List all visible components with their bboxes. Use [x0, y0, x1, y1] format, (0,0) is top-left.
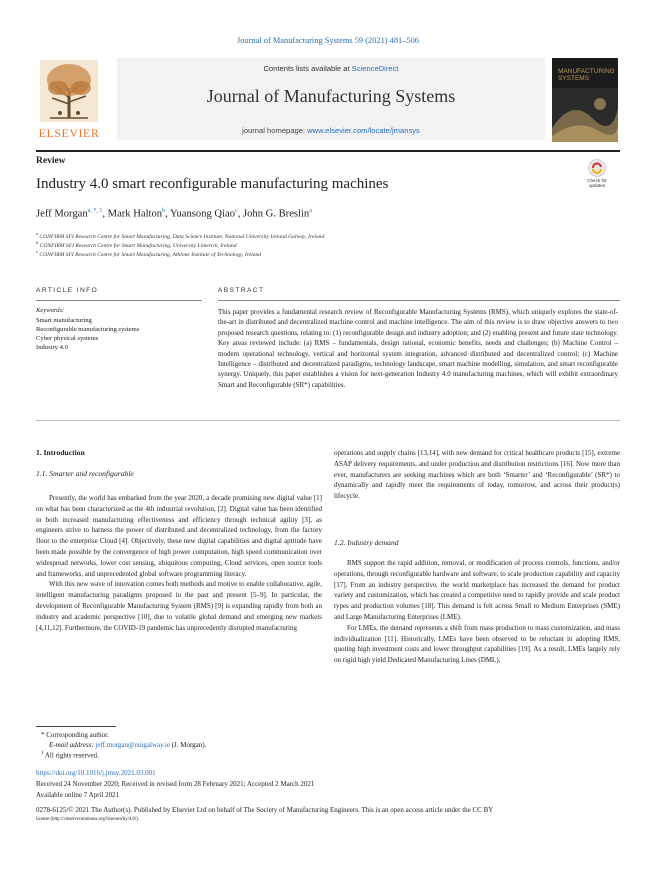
- affiliation: [36, 231, 324, 240]
- journal-name: Journal of Manufacturing Systems: [206, 86, 456, 106]
- check-updates-label: [582, 178, 612, 188]
- author-separator: ,: [237, 208, 243, 220]
- rights-marker: 1: [41, 751, 44, 756]
- keyword: Reconfigurable manufacturing systems: [36, 326, 140, 333]
- affiliation-key: c: [36, 249, 38, 254]
- keyword: Industry 4.0: [36, 344, 68, 351]
- keywords-label: Keywords:: [36, 307, 65, 314]
- article-title: Industry 4.0 smart reconfigurable manufacturing machines: [36, 176, 389, 192]
- paragraph: With this new wave of innovation comes both methods and motive to enable collaborative, agile, intelligent manufacturing paradigms proposed in the past and present [5–9]. In particular, the development of Reconfigurable Manufacturing System (RMS) [9] is expanding rapidly from both an industry and academic perspective [10], due to volatile global demand and emerging new markets [4,11,12]. Furthermore, the COVID-19 pandemic has unprecedently disrupted manufacturing: [36, 580, 322, 632]
- paragraph: operations and supply chains [13,14], with new demand for critical healthcare products [15], extreme ASAP delivery requirements, and under production and distribution restrictions [16]. Now more than ever, manufacturers are seeking machines which are both ‘Smarter’ and ‘Reconfigurable’ (SR*) to dynamically and rapidly meet the requirements of today, tomorrow, and across their product(s) lifecycle.: [334, 449, 620, 501]
- paragraph: RMS support the rapid addition, removal, or modification of process controls, functions, and/or operations, through reconfigurable hardware and software, to scale production capability and capacity [17]. From an industry perspective, the world marketplace has increased the demand for product variety and customization, which has created a competitive need to rapidly provide and scale product types and production volumes [18]. This demand is felt across Small to Medium Enterprises (SME) and Large Manufacturing Enterprises (LME).: [334, 559, 620, 621]
- cover-title-line1: MANUFACTURING: [558, 68, 615, 75]
- article-info-rule: [36, 300, 202, 301]
- received-history: Received 24 November 2020; Received in revised form 28 February 2021; Accepted 2 March 2021: [36, 780, 315, 788]
- email-suffix: (J. Morgan).: [171, 741, 207, 749]
- abstract-text: This paper provides a fundamental research review of Reconfigurable Manufacturing Systems (RMS), which uniquely explores the state-of-the-art in distributed and decentralized machine control and machine intelligence. The aim of this review is to draw objective answers to two proposed research questions, relating to: (1) reconfigurable design and industry adoption; and (2) enabling present and future state technology. Key areas reviewed include: (a) RMS – fundamentals, design rational, economic benefits, needs and challenges; (b) Machine Control – modern operational technology, vertical and horizontal system integration, advanced distributed and decentralized control; (c) Machine Intelligence – distributed and decentralized paradigms, technology landscape, smart machine modelling, simulation, and smart reconfigurable synergy. Uniquely, this paper establishes a vision for next-generation Industry 4.0 manufacturing machines, which will exhibit extraordinary Smart and Reconfigurable (SR*) capabilities.: [218, 308, 618, 389]
- abstract-bottom-rule: [36, 420, 620, 421]
- email-label: E-mail address:: [49, 741, 94, 749]
- journal-citation[interactable]: Journal of Manufacturing Systems 59 (2021) 481–506: [237, 36, 419, 45]
- cover-title-line2: SYSTEMS: [558, 75, 590, 82]
- paragraph: Presently, the world has embarked from the year 2020, a decade promising new digital value [1] on what has been characterized as the 4th industrial revolution, [2]. Digital value has been identified in both increased manufacturing effectiveness and efficiency through technical agility [3], as engineers strive to harness the power of distributed and decentralized technology, from the factory floor to the enterprise Cloud [4]. Objectively, these new digital capabilities and digital aptitude have been made possible by the convergence of high power computation, high speed communication over widespread networks, lower cost sensing, ubiquitous computing, Cloud services, open source tools and frameworks, and unprecedented global software programming literacy.: [36, 494, 322, 578]
- sciencedirect-link[interactable]: ScienceDirect: [351, 64, 399, 73]
- journal-cover-image[interactable]: [552, 58, 618, 142]
- license-text: 0278-6125/© 2021 The Author(s). Published by Elsevier Ltd on behalf of The Society of Manufacturing Engineers. This is an open access article under the CC BY: [36, 806, 494, 814]
- homepage-prefix: journal homepage:: [242, 126, 308, 135]
- article-info-heading: ARTICLE INFO: [36, 287, 99, 294]
- contents-line: [117, 64, 545, 73]
- affiliation-key: a: [36, 231, 38, 236]
- email-link[interactable]: jeff.morgan@nuigalway.ie: [95, 741, 170, 749]
- author-marker[interactable]: c: [235, 208, 238, 214]
- available-online: Available online 7 April 2021: [36, 791, 120, 799]
- cover-title: [558, 68, 615, 82]
- author-name[interactable]: Yuansong Qiao: [170, 208, 236, 220]
- check-updates-line1: Check for: [587, 178, 607, 183]
- paragraph: For LMEs, the demand represents a shift from mass production to mass customization, and mass individualization [11]. Historically, LMEs have been observed to be reluctant in adopting RMS, quoting high investment costs and lower throughput capabilities [19]. As a result, LMEs largely rely on rigid high yield Dedicated Manufacturing Lines (DML),: [334, 623, 620, 665]
- corresponding-text: Corresponding author.: [46, 731, 109, 739]
- keyword: Cyber physical systems: [36, 335, 99, 342]
- cover-art: [552, 88, 618, 142]
- license-url[interactable]: license (http://creativecommons.org/licenses/by/4.0/).: [36, 817, 140, 822]
- affiliation-key: b: [36, 240, 39, 245]
- affiliation: [36, 240, 237, 249]
- author-marker[interactable]: a, *, 1: [87, 208, 103, 214]
- affiliation-text: CONFIRM SFI Research Centre for Smart Manufacturing, Athlone Institute of Technology, Ireland: [39, 251, 262, 258]
- author-name[interactable]: John G. Breslin: [243, 208, 310, 220]
- subsection-heading: 1.2. Industry demand: [334, 538, 399, 547]
- email-note: [49, 741, 206, 749]
- rights-note: [41, 751, 99, 759]
- left-column-text: [36, 493, 322, 633]
- affiliation-text: CONFIRM SFI Research Centre for Smart Manufacturing, University Limerick, Ireland: [39, 242, 237, 249]
- corresponding-author-note: * Corresponding author.: [41, 731, 109, 739]
- author-separator: ,: [165, 208, 170, 220]
- abstract-heading: ABSTRACT: [218, 287, 265, 294]
- check-updates-icon: [582, 158, 612, 178]
- right-column-text-2: [334, 558, 620, 666]
- check-for-updates-button[interactable]: [582, 158, 612, 192]
- homepage-link[interactable]: www.elsevier.com/locate/jmansys: [307, 126, 420, 135]
- author-name[interactable]: Mark Halton: [107, 208, 163, 220]
- abstract-rule: [218, 300, 620, 301]
- affiliation-text: CONFIRM SFI Research Centre for Smart Manufacturing, Data Science Institute, National University Ireland Galway, Ireland: [39, 233, 325, 240]
- author-separator: ,: [102, 208, 108, 220]
- publisher-name: ELSEVIER: [38, 126, 100, 140]
- section-heading: 1. Introduction: [36, 448, 85, 457]
- subsection-heading: 1.1. Smarter and reconfigurable: [36, 469, 134, 478]
- affiliation: [36, 249, 261, 258]
- author-marker[interactable]: b: [162, 208, 166, 214]
- author-marker[interactable]: a: [309, 208, 312, 214]
- check-updates-line2: updates: [588, 183, 606, 188]
- journal-homepage: [117, 126, 545, 135]
- author-list: [36, 208, 312, 220]
- rights-text: All rights reserved.: [44, 751, 99, 760]
- right-column-text: [334, 448, 620, 502]
- author-name[interactable]: Jeff Morgan: [36, 208, 88, 220]
- keyword: Smart manufacturing: [36, 317, 92, 324]
- footnote-rule: [36, 726, 116, 727]
- header-rule: [36, 150, 620, 152]
- doi-link[interactable]: https://doi.org/10.1016/j.jmsy.2021.03.001: [36, 769, 156, 777]
- contents-prefix: Contents lists available at: [263, 64, 352, 73]
- article-type: Review: [36, 156, 66, 166]
